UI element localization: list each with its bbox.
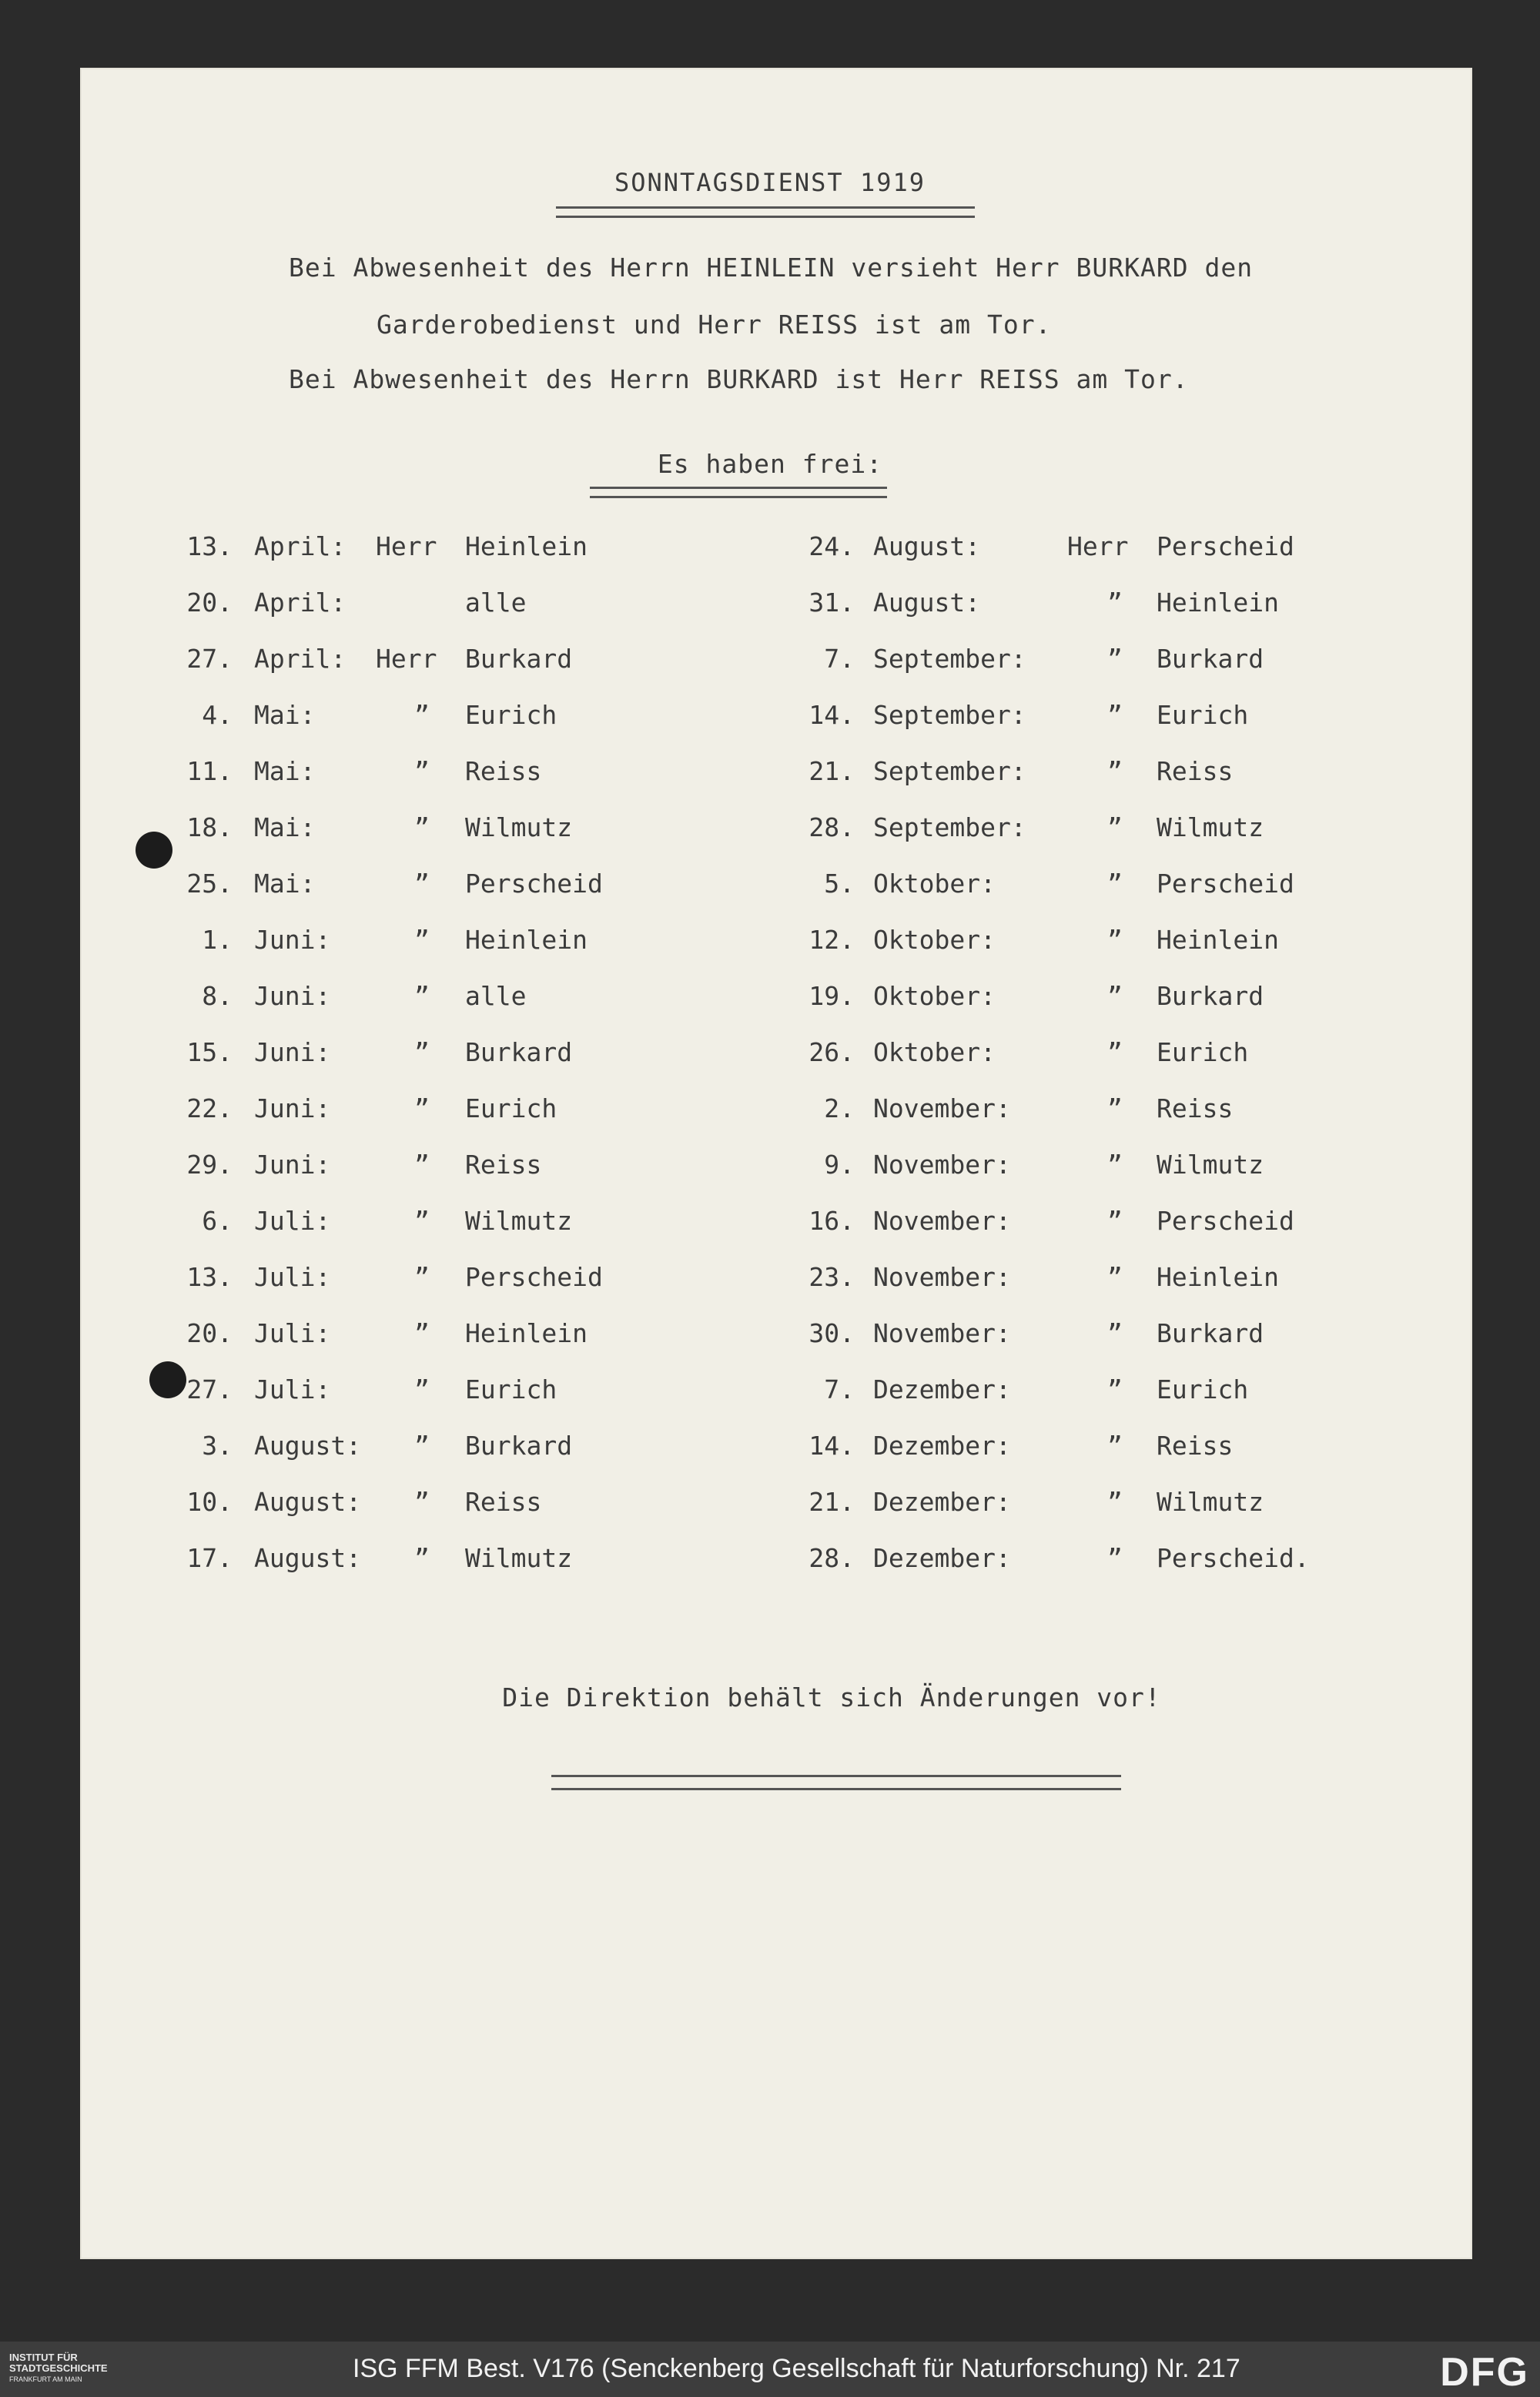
right-entry bbox=[0, 1262, 1463, 1318]
left-marker: ” bbox=[414, 1431, 430, 1461]
right-name: Reiss bbox=[1157, 1093, 1234, 1123]
right-entry bbox=[0, 1487, 1463, 1543]
right-day: 7. bbox=[824, 644, 855, 674]
right-entry bbox=[0, 644, 1463, 700]
right-month: September: bbox=[873, 700, 1026, 730]
archive-footer-bar bbox=[0, 2342, 1540, 2397]
left-marker: ” bbox=[414, 1206, 430, 1236]
right-marker: ” bbox=[1107, 1318, 1123, 1348]
right-marker: ” bbox=[1107, 1374, 1123, 1404]
right-marker: ” bbox=[1107, 1431, 1123, 1461]
punch-hole-top bbox=[136, 832, 172, 869]
right-day: 5. bbox=[824, 869, 855, 899]
right-name: Burkard bbox=[1157, 644, 1264, 674]
right-month: August: bbox=[873, 531, 981, 561]
left-name: alle bbox=[465, 588, 527, 618]
right-entry bbox=[0, 981, 1463, 1037]
right-name: Eurich bbox=[1157, 1374, 1249, 1404]
right-name: Perscheid bbox=[1157, 869, 1294, 899]
left-day: 29. bbox=[186, 1150, 233, 1180]
right-month: November: bbox=[873, 1206, 1011, 1236]
left-month: August: bbox=[254, 1487, 362, 1517]
right-day: 28. bbox=[808, 1543, 855, 1573]
left-day: 27. bbox=[186, 1374, 233, 1404]
institution-name-2: STADTGESCHICHTE bbox=[9, 2362, 108, 2374]
left-day: 3. bbox=[202, 1431, 233, 1461]
right-month: Oktober: bbox=[873, 1037, 996, 1067]
right-day: 26. bbox=[808, 1037, 855, 1067]
subheading-underline bbox=[590, 487, 887, 498]
subheading: Es haben frei: bbox=[657, 449, 883, 479]
left-month: Juli: bbox=[254, 1206, 331, 1236]
right-marker: ” bbox=[1107, 700, 1123, 730]
intro-line-2: Garderobedienst und Herr REISS ist am Tor. bbox=[377, 310, 1052, 340]
left-marker: ” bbox=[414, 925, 430, 955]
right-entry bbox=[0, 1374, 1463, 1431]
left-day: 15. bbox=[186, 1037, 233, 1067]
right-marker: ” bbox=[1107, 925, 1123, 955]
right-name: Perscheid. bbox=[1157, 1543, 1310, 1573]
right-name: Burkard bbox=[1157, 981, 1264, 1011]
right-entry bbox=[0, 756, 1463, 812]
left-month: August: bbox=[254, 1543, 362, 1573]
right-day: 9. bbox=[824, 1150, 855, 1180]
right-day: 30. bbox=[808, 1318, 855, 1348]
left-day: 20. bbox=[186, 588, 233, 618]
left-month: Juni: bbox=[254, 1093, 331, 1123]
right-entry bbox=[0, 1093, 1463, 1150]
left-day: 25. bbox=[186, 869, 233, 899]
left-day: 11. bbox=[186, 756, 233, 786]
left-marker: ” bbox=[414, 1037, 430, 1067]
left-marker: ” bbox=[414, 869, 430, 899]
left-day: 6. bbox=[202, 1206, 233, 1236]
right-entry bbox=[0, 1318, 1463, 1374]
right-entry bbox=[0, 1206, 1463, 1262]
right-entry bbox=[0, 1431, 1463, 1487]
left-name: Eurich bbox=[465, 1093, 557, 1123]
right-marker: ” bbox=[1107, 1543, 1123, 1573]
right-day: 14. bbox=[808, 1431, 855, 1461]
left-marker: Herr bbox=[376, 531, 437, 561]
left-name: Eurich bbox=[465, 700, 557, 730]
right-marker: ” bbox=[1107, 1037, 1123, 1067]
right-marker: ” bbox=[1107, 1487, 1123, 1517]
schedule-right-column bbox=[0, 531, 1463, 1599]
left-month: Mai: bbox=[254, 869, 316, 899]
right-name: Wilmutz bbox=[1157, 1487, 1264, 1517]
right-marker: ” bbox=[1107, 812, 1123, 842]
right-name: Reiss bbox=[1157, 756, 1234, 786]
right-name: Perscheid bbox=[1157, 531, 1294, 561]
right-month: November: bbox=[873, 1150, 1011, 1180]
left-marker: ” bbox=[414, 1150, 430, 1180]
left-marker: Herr bbox=[376, 644, 437, 674]
left-month: Mai: bbox=[254, 700, 316, 730]
right-marker: ” bbox=[1107, 644, 1123, 674]
left-name: Perscheid bbox=[465, 869, 603, 899]
right-name: Burkard bbox=[1157, 1318, 1264, 1348]
left-month: Mai: bbox=[254, 812, 316, 842]
right-day: 21. bbox=[808, 756, 855, 786]
right-marker: ” bbox=[1107, 756, 1123, 786]
right-month: November: bbox=[873, 1093, 1011, 1123]
right-month: November: bbox=[873, 1318, 1011, 1348]
left-name: Wilmutz bbox=[465, 1543, 573, 1573]
right-marker: ” bbox=[1107, 869, 1123, 899]
institution-name-1: INSTITUT FÜR bbox=[9, 2352, 78, 2363]
left-day: 22. bbox=[186, 1093, 233, 1123]
right-name: Reiss bbox=[1157, 1431, 1234, 1461]
right-entry bbox=[0, 700, 1463, 756]
right-name: Wilmutz bbox=[1157, 1150, 1264, 1180]
right-marker: Herr bbox=[1067, 531, 1129, 561]
right-name: Heinlein bbox=[1157, 1262, 1279, 1292]
right-entry bbox=[0, 531, 1463, 588]
left-month: April: bbox=[254, 644, 346, 674]
right-month: November: bbox=[873, 1262, 1011, 1292]
right-marker: ” bbox=[1107, 1150, 1123, 1180]
right-name: Heinlein bbox=[1157, 925, 1279, 955]
right-name: Wilmutz bbox=[1157, 812, 1264, 842]
left-day: 20. bbox=[186, 1318, 233, 1348]
left-name: Reiss bbox=[465, 1150, 542, 1180]
right-day: 7. bbox=[824, 1374, 855, 1404]
right-month: August: bbox=[873, 588, 981, 618]
right-name: Eurich bbox=[1157, 700, 1249, 730]
right-day: 12. bbox=[808, 925, 855, 955]
left-month: Juni: bbox=[254, 925, 331, 955]
left-marker: ” bbox=[414, 1543, 430, 1573]
left-month: Mai: bbox=[254, 756, 316, 786]
left-month: Juni: bbox=[254, 981, 331, 1011]
left-name: Perscheid bbox=[465, 1262, 603, 1292]
left-day: 8. bbox=[202, 981, 233, 1011]
left-marker: ” bbox=[414, 1374, 430, 1404]
left-day: 13. bbox=[186, 1262, 233, 1292]
left-month: April: bbox=[254, 531, 346, 561]
right-day: 19. bbox=[808, 981, 855, 1011]
left-marker: ” bbox=[414, 981, 430, 1011]
left-month: August: bbox=[254, 1431, 362, 1461]
left-name: Heinlein bbox=[465, 531, 588, 561]
left-month: Juli: bbox=[254, 1318, 331, 1348]
left-marker: ” bbox=[414, 1318, 430, 1348]
right-name: Perscheid bbox=[1157, 1206, 1294, 1236]
left-name: Eurich bbox=[465, 1374, 557, 1404]
right-month: September: bbox=[873, 812, 1026, 842]
right-day: 21. bbox=[808, 1487, 855, 1517]
left-marker: ” bbox=[414, 700, 430, 730]
left-month: Juli: bbox=[254, 1262, 331, 1292]
right-entry bbox=[0, 1037, 1463, 1093]
right-marker: ” bbox=[1107, 1262, 1123, 1292]
right-entry bbox=[0, 588, 1463, 644]
closing-note: Die Direktion behält sich Änderungen vor! bbox=[502, 1682, 1161, 1712]
left-marker: ” bbox=[414, 756, 430, 786]
left-marker: ” bbox=[414, 1487, 430, 1517]
right-entry bbox=[0, 1543, 1463, 1599]
intro-line-1: Bei Abwesenheit des Herrn HEINLEIN versieht Herr BURKARD den bbox=[289, 253, 1254, 283]
right-month: Dezember: bbox=[873, 1374, 1011, 1404]
left-marker: ” bbox=[414, 1262, 430, 1292]
document-title: SONNTAGSDIENST 1919 bbox=[614, 168, 926, 197]
right-day: 16. bbox=[808, 1206, 855, 1236]
right-month: Oktober: bbox=[873, 925, 996, 955]
left-name: Wilmutz bbox=[465, 812, 573, 842]
left-name: Burkard bbox=[465, 1037, 573, 1067]
left-month: April: bbox=[254, 588, 346, 618]
right-day: 24. bbox=[808, 531, 855, 561]
left-day: 18. bbox=[186, 812, 233, 842]
left-name: Reiss bbox=[465, 1487, 542, 1517]
right-entry bbox=[0, 1150, 1463, 1206]
right-entry bbox=[0, 869, 1463, 925]
left-day: 13. bbox=[186, 531, 233, 561]
right-day: 23. bbox=[808, 1262, 855, 1292]
right-marker: ” bbox=[1107, 1206, 1123, 1236]
institution-logo bbox=[9, 2352, 108, 2385]
dfg-logo: DFG bbox=[1440, 2350, 1529, 2395]
right-month: September: bbox=[873, 756, 1026, 786]
right-day: 14. bbox=[808, 700, 855, 730]
right-month: Dezember: bbox=[873, 1431, 1011, 1461]
right-month: Dezember: bbox=[873, 1543, 1011, 1573]
left-name: Reiss bbox=[465, 756, 542, 786]
right-month: Oktober: bbox=[873, 869, 996, 899]
left-name: Burkard bbox=[465, 644, 573, 674]
right-day: 28. bbox=[808, 812, 855, 842]
left-month: Juli: bbox=[254, 1374, 331, 1404]
left-name: alle bbox=[465, 981, 527, 1011]
left-marker: ” bbox=[414, 1093, 430, 1123]
right-marker: ” bbox=[1107, 1093, 1123, 1123]
right-month: Dezember: bbox=[873, 1487, 1011, 1517]
left-month: Juni: bbox=[254, 1150, 331, 1180]
left-day: 27. bbox=[186, 644, 233, 674]
right-month: Oktober: bbox=[873, 981, 996, 1011]
right-name: Heinlein bbox=[1157, 588, 1279, 618]
right-marker: ” bbox=[1107, 588, 1123, 618]
right-entry bbox=[0, 925, 1463, 981]
right-marker: ” bbox=[1107, 981, 1123, 1011]
left-day: 10. bbox=[186, 1487, 233, 1517]
institution-city: FRANKFURT AM MAIN bbox=[9, 2375, 82, 2383]
left-name: Burkard bbox=[465, 1431, 573, 1461]
right-day: 31. bbox=[808, 588, 855, 618]
left-month: Juni: bbox=[254, 1037, 331, 1067]
title-underline bbox=[556, 206, 975, 218]
left-name: Wilmutz bbox=[465, 1206, 573, 1236]
archive-caption: ISG FFM Best. V176 (Senckenberg Gesellschaft für Naturforschung) Nr. 217 bbox=[353, 2354, 1240, 2383]
right-month: September: bbox=[873, 644, 1026, 674]
right-day: 2. bbox=[824, 1093, 855, 1123]
left-day: 4. bbox=[202, 700, 233, 730]
right-name: Eurich bbox=[1157, 1037, 1249, 1067]
closing-rule bbox=[551, 1775, 1121, 1790]
left-name: Heinlein bbox=[465, 1318, 588, 1348]
left-day: 17. bbox=[186, 1543, 233, 1573]
right-entry bbox=[0, 812, 1463, 869]
left-name: Heinlein bbox=[465, 925, 588, 955]
intro-line-3: Bei Abwesenheit des Herrn BURKARD ist Herr REISS am Tor. bbox=[289, 364, 1189, 394]
left-day: 1. bbox=[202, 925, 233, 955]
punch-hole-bottom bbox=[149, 1361, 186, 1398]
left-marker: ” bbox=[414, 812, 430, 842]
